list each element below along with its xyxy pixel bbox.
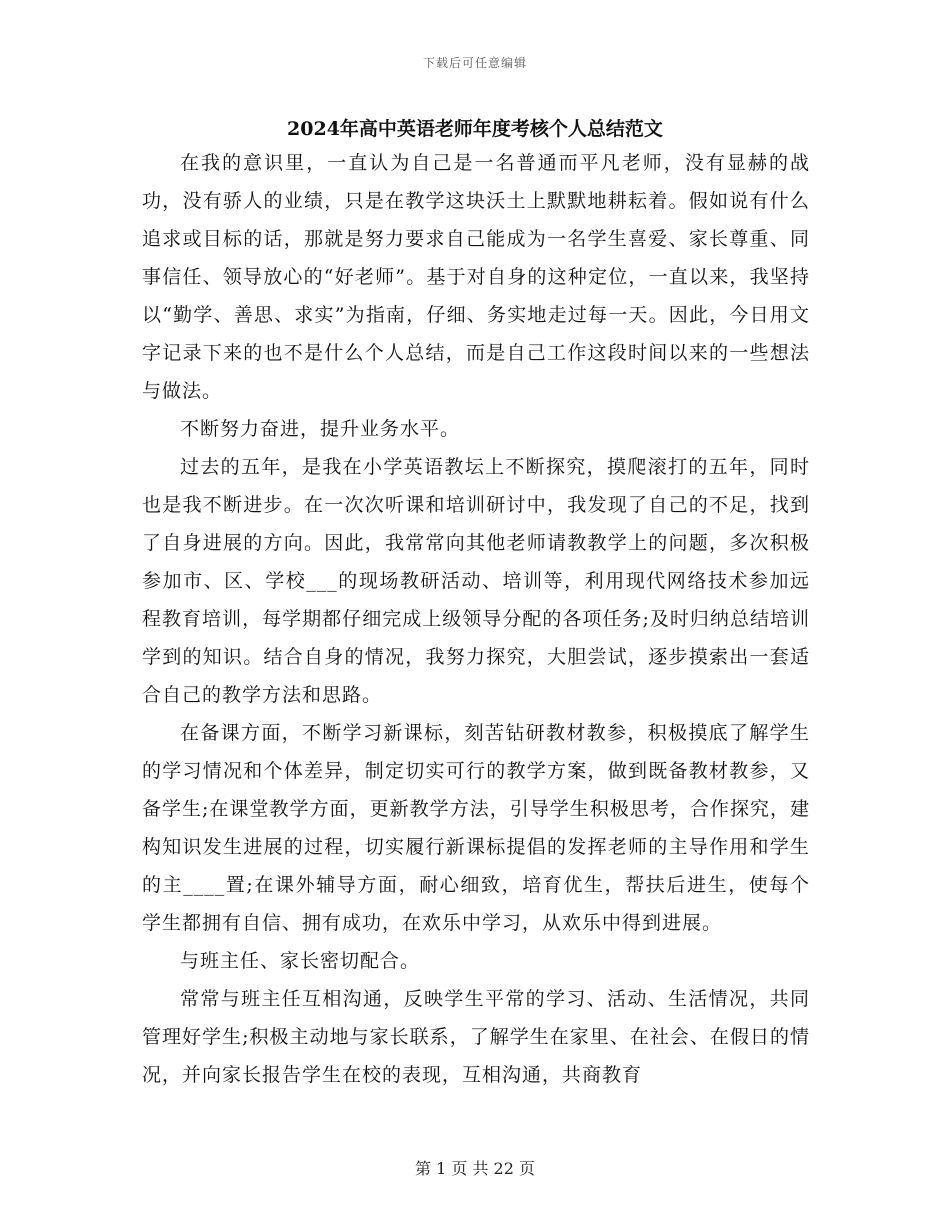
document-title: 2024年高中英语老师年度考核个人总结范文 bbox=[287, 118, 663, 140]
paragraph-intro: 在我的意识里，一直认为自己是一名普通而平凡老师，没有显赫的战功，没有骄人的业绩，只是在教学这块沃土上默默地耕耘着。假如说有什么追求或目标的话，那就是努力要求自己能成为一名学生喜爱、家长尊重、同事信任、领导放心的“好老师”。基于对自身的这种定位，一直以来，我坚持以“勤学、善思、求实”为指南，仔细、务实地走过每一天。因此，今日用文字记录下来的也不是什么个人总结，而是自己工作这段时间以来的一些想法与做法。 bbox=[142, 152, 810, 402]
document-body bbox=[142, 144, 810, 1094]
page-number-footer: 第 1 页 共 22 页 bbox=[415, 1159, 535, 1178]
paragraph-communication: 常常与班主任互相沟通，反映学生平常的学习、活动、生活情况，共同管理好学生;积极主动地与家长联系，了解学生在家里、在社会、在假日的情况，并向家长报告学生在校的表现，互相沟通，共商教育 bbox=[142, 988, 810, 1086]
paragraph-five-years: 过去的五年，是我在小学英语教坛上不断探究，摸爬滚打的五年，同时也是我不断进步。在一次次听课和培训研讨中，我发现了自己的不足，找到了自身进展的方向。因此，我常常向其他老师请教教学上的问题，多次积极参加市、区、学校___的现场教研活动、培训等，利用现代网络技术参加远程教育培训，每学期都仔细完成上级领导分配的各项任务;及时归纳总结培训学到的知识。结合自身的情况，我努力探究，大胆尝试，逐步摸索出一套适合自己的教学方法和思路。 bbox=[142, 456, 810, 706]
paragraph-lesson-prep: 在备课方面，不断学习新课标，刻苦钻研教材教参，积极摸底了解学生的学习情况和个体差异，制定切实可行的教学方案，做到既备教材教参，又备学生;在课堂教学方面，更新教学方法，引导学生积极思考，合作探究，建构知识发生进展的过程，切实履行新课标提倡的发挥老师的主导作用和学生的主____置;在课外辅导方面，耐心细致，培育优生，帮扶后进生，使每个学生都拥有自信、拥有成功，在欢乐中学习，从欢乐中得到进展。 bbox=[142, 722, 810, 934]
paragraph-heading-improve: 不断努力奋进，提升业务水平。 bbox=[180, 418, 461, 440]
paragraph-heading-cooperate: 与班主任、家长密切配合。 bbox=[180, 950, 421, 972]
page-header-note: 下载后可任意编辑 bbox=[422, 56, 527, 70]
